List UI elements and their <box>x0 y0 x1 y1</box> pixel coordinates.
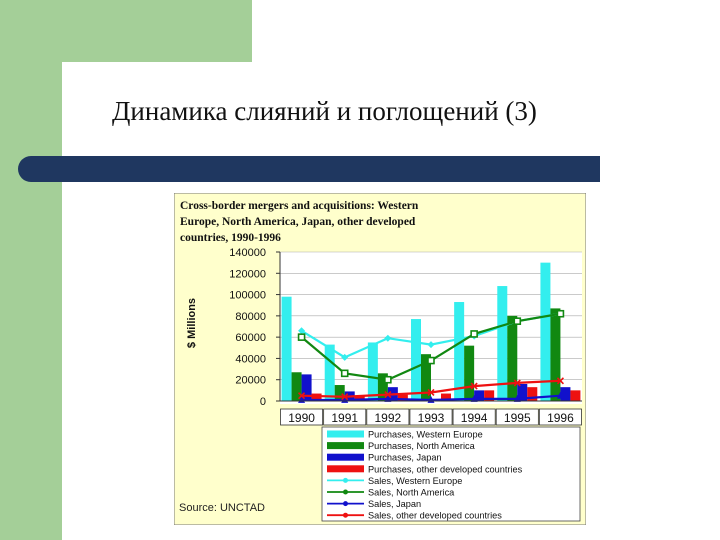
y-tick-label: 40000 <box>235 353 266 366</box>
legend-label: Sales, other developed countries <box>368 510 502 521</box>
line-marker-2-1993 <box>428 358 434 364</box>
legend-marker <box>343 490 348 495</box>
y-tick-label: 100000 <box>229 289 266 302</box>
bar-2-1994 <box>464 346 474 401</box>
bar-2-1996 <box>550 308 560 401</box>
legend-marker <box>343 513 348 518</box>
bar-1-1991 <box>325 345 335 401</box>
chart-title-line-2: Europe, North America, Japan, other developed <box>180 216 416 228</box>
legend-label: Sales, Western Europe <box>368 475 463 486</box>
left-green-band <box>0 0 62 540</box>
legend-label: Sales, Japan <box>368 499 422 510</box>
y-tick-label: 120000 <box>229 268 266 281</box>
legend-swatch <box>327 465 364 472</box>
x-tick-label-1994: 1994 <box>460 411 488 425</box>
x-tick-label-1990: 1990 <box>288 411 315 425</box>
bar-4-1996 <box>570 390 580 401</box>
line-marker-2-1995 <box>514 318 520 324</box>
line-marker-2-1994 <box>471 331 477 337</box>
y-tick-label: 60000 <box>235 332 266 345</box>
title-underline-bar <box>18 156 600 182</box>
bar-1-1992 <box>368 342 378 401</box>
bar-3-1996 <box>560 387 570 401</box>
chart-title-line-3: countries, 1990-1996 <box>180 232 281 244</box>
y-tick-label: 0 <box>259 396 266 408</box>
top-green-band <box>0 0 252 62</box>
y-axis-label: $ Millions <box>186 297 198 349</box>
x-tick-label-1993: 1993 <box>417 411 445 425</box>
legend-label: Purchases, North America <box>368 441 475 452</box>
line-marker-2-1991 <box>342 370 348 376</box>
x-tick-label-1995: 1995 <box>503 411 531 425</box>
chart <box>174 193 586 525</box>
line-marker-2-1990 <box>299 334 305 340</box>
chart-title-line-1: Cross-border mergers and acquisitions: Western <box>180 200 419 212</box>
legend-label: Purchases, other developed countries <box>368 464 523 475</box>
y-tick-label: 80000 <box>235 310 266 323</box>
y-tick-label: 140000 <box>229 247 266 259</box>
legend-swatch <box>327 442 364 449</box>
legend-swatch <box>327 431 364 438</box>
bar-2-1995 <box>507 316 517 401</box>
legend-marker <box>343 478 348 483</box>
bar-1-1994 <box>454 302 464 401</box>
legend-swatch <box>327 454 364 461</box>
line-marker-2-1992 <box>385 377 391 383</box>
y-tick-label: 20000 <box>235 374 266 387</box>
legend-marker <box>343 501 348 506</box>
legend-label: Sales, North America <box>368 487 455 498</box>
source-note: Source: UNCTAD <box>179 502 265 514</box>
x-tick-label-1996: 1996 <box>547 411 574 425</box>
legend-label: Purchases, Western Europe <box>368 429 483 440</box>
line-marker-2-1996 <box>557 311 563 317</box>
x-tick-label-1992: 1992 <box>374 411 402 425</box>
bar-1-1993 <box>411 319 421 401</box>
legend-label: Purchases, Japan <box>368 452 442 463</box>
x-tick-label-1991: 1991 <box>331 411 359 425</box>
bar-1-1990 <box>282 297 292 401</box>
slide-title: Динамика слияний и поглощений (3) <box>112 96 537 126</box>
